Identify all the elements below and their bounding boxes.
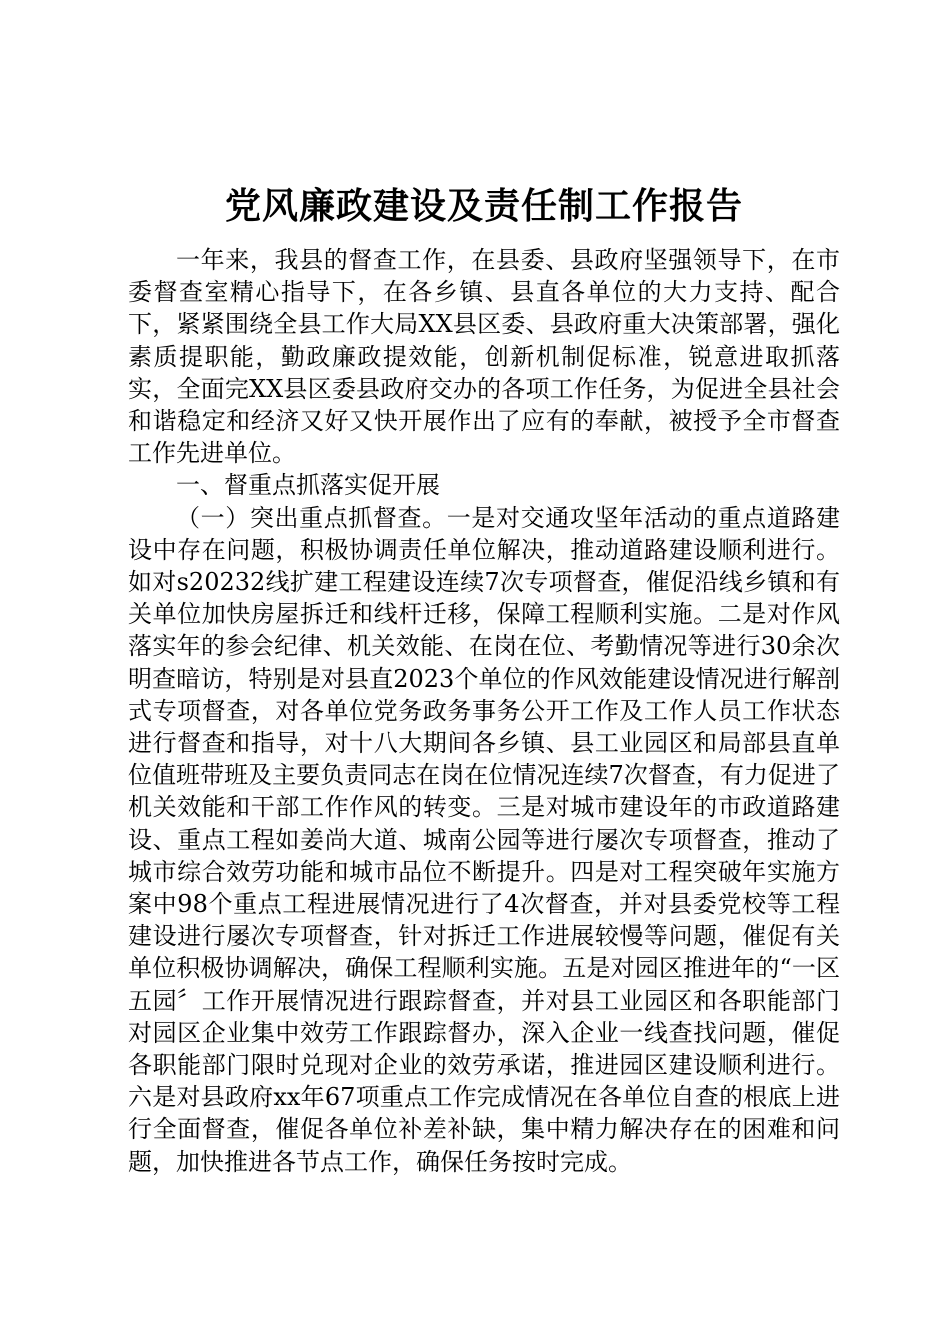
document-page [128,180,840,1178]
paragraph-intro: 一年来，我县的督查工作，在县委、县政府坚强领导下，在市委督查室精心指导下，在各乡镇、县直各单位的大力支持、配合下，紧紧围绕全县工作大局XX县区委、县政府重大决策部署，强化素质提职能，勤政廉政提效能，创新机制促标准，锐意进取抓落实，全面完XX县区委县政府交办的各项工作任务，为促进全县社会和谐稳定和经济又好又快开展作出了应有的奉献，被授予全市督查工作先进单位。 [128,246,840,468]
section-heading-1: 一、督重点抓落实促开展 [176,471,440,500]
paragraph-section-1-1: （一）突出重点抓督查。一是对交通攻坚年活动的重点道路建设中存在问题，积极协调责任单位解决，推动道路建设顺利进行。如对s20232线扩建工程建设连续7次专项督查，催促沿线乡镇和有关单位加快房屋拆迁和线杆迁移，保障工程顺利实施。二是对作风落实年的参会纪律、机关效能、在岗在位、考勤情况等进行30余次明查暗访，特别是对县直2023个单位的作风效能建设情况进行解剖式专项督查，对各单位党务政务事务公开工作及工作人员工作状态进行督查和指导，对十八大期间各乡镇、县工业园区和局部县直单位值班带班及主要负责同志在岗在位情况连续7次督查，有力促进了机关效能和干部工作作风的转变。三是对城市建设年的市政道路建设、重点工程如姜尚大道、城南公园等进行屡次专项督查，推动了城市综合效劳功能和城市品位不断提升。四是对工程突破年实施方案中98个重点工程进展情况进行了4次督查，并对县委党校等工程建设进行屡次专项督查，针对拆迁工作进展较慢等问题，催促有关单位积极协调解决，确保工程顺利实施。五是对园区推进年的“一区五园〞工作开展情况进行跟踪督查，并对县工业园区和各职能部门对园区企业集中效劳工作跟踪督办，深入企业一线查找问题，催促各职能部门限时兑现对企业的效劳承诺，推进园区建设顺利进行。六是对县政府xx年67项重点工作完成情况在各单位自查的根底上进行全面督查，催促各单位补差补缺，集中精力解决存在的困难和问题，加快推进各节点工作，确保任务按时完成。 [128,503,840,1176]
document-title: 党风廉政建设及责任制工作报告 [224,185,743,227]
